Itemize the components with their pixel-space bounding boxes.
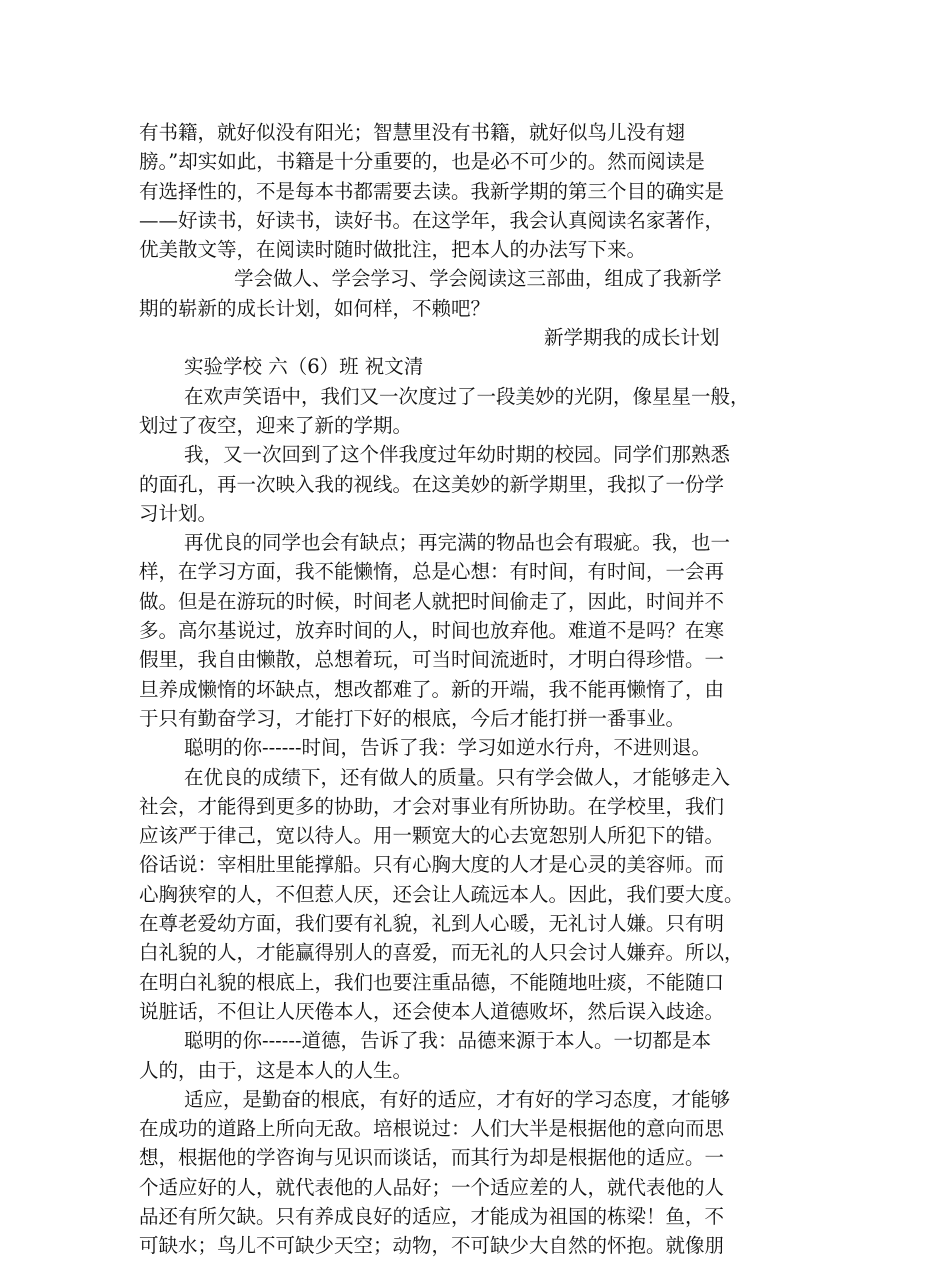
text-line: 膀。”却实如此，书籍是十分重要的，也是必不可少的。然而阅读是	[139, 150, 705, 174]
text-line: 品还有所欠缺。只有养成良好的适应，才能成为祖国的栋梁！鱼，不	[139, 1204, 725, 1228]
text-line: 个适应好的人，就代表他的人品好；一个适应差的人，就代表他的人	[139, 1175, 725, 1199]
essay-title: 新学期我的成长计划	[544, 326, 720, 350]
text-line: 在明白礼貌的根底上，我们也要注重品德，不能随地吐痰，不能随口	[139, 970, 725, 994]
text-line: 心胸狭窄的人，不但惹人厌，还会让人疏远本人。因此，我们要大度。	[139, 882, 744, 906]
text-line: 说脏话，不但让人厌倦本人，还会使本人道德败坏，然后误入歧途。	[139, 999, 725, 1023]
text-line: 有选择性的，不是每本书都需要去读。我新学期的第三个目的确实是	[139, 179, 725, 203]
text-line: 样，在学习方面，我不能懒惰，总是心想：有时间，有时间，一会再	[139, 560, 725, 584]
text-line: ——好读书，好读书，读好书。在这学年，我会认真阅读名家著作，	[139, 208, 725, 232]
text-line: 社会，才能得到更多的协助，才会对事业有所协助。在学校里，我们	[139, 794, 725, 818]
text-line: 假里，我自由懒散，总想着玩，可当时间流逝时，才明白得珍惜。一	[139, 648, 725, 672]
text-line: 人的，由于，这是本人的人生。	[139, 1058, 413, 1082]
text-line: 俗话说：宰相肚里能撑船。只有心胸大度的人才是心灵的美容师。而	[139, 853, 725, 877]
text-line: 在欢声笑语中，我们又一次度过了一段美妙的光阴，像星星一般，	[184, 384, 750, 408]
text-line: 多。高尔基说过，放弃时间的人，时间也放弃他。难道不是吗？在寒	[139, 619, 725, 643]
text-line: 期的崭新的成长计划，如何样，不赖吧？	[139, 296, 491, 320]
text-line: 旦养成懒惰的坏缺点，想改都难了。新的开端，我不能再懒惰了，由	[139, 677, 725, 701]
text-line: 学会做人、学会学习、学会阅读这三部曲，组成了我新学	[234, 267, 722, 291]
text-line: 白礼貌的人，才能赢得别人的喜爱，而无礼的人只会讨人嫌弃。所以，	[139, 941, 744, 965]
text-line: 想，根据他的学咨询与见识而谈话，而其行为却是根据他的适应。一	[139, 1146, 725, 1170]
text-line: 应该严于律己，宽以待人。用一颗宽大的心去宽恕别人所犯下的错。	[139, 824, 725, 848]
text-line: 有书籍，就好似没有阳光；智慧里没有书籍，就好似鸟儿没有翅	[139, 121, 686, 144]
text-line: 做。但是在游玩的时候，时间老人就把时间偷走了，因此，时间并不	[139, 589, 725, 613]
text-line: 聪明的你------时间，告诉了我：学习如逆水行舟，不进则退。	[184, 736, 712, 760]
text-line: 适应，是勤奋的根底，有好的适应，才有好的学习态度，才能够	[184, 1087, 731, 1111]
text-line: 于只有勤奋学习，才能打下好的根底，今后才能打拼一番事业。	[139, 706, 686, 730]
text-line: 在优良的成绩下，还有做人的质量。只有学会做人，才能够走入	[184, 765, 731, 789]
text-line: 可缺水；鸟儿不可缺少天空；动物，不可缺少大自然的怀抱。就像朋	[139, 1234, 725, 1258]
text-line: 习计划。	[139, 501, 218, 525]
author-line: 实验学校 六（6）班 祝文清	[184, 355, 424, 379]
text-line: 再优良的同学也会有缺点；再完满的物品也会有瑕疵。我，也一	[184, 531, 731, 555]
text-line: 的面孔，再一次映入我的视线。在这美妙的新学期里，我拟了一份学	[139, 472, 725, 496]
document-page	[139, 118, 819, 1261]
text-line: 优美散文等，在阅读时随时做批注，把本人的办法写下来。	[139, 238, 647, 262]
text-line: 在尊老爱幼方面，我们要有礼貌，礼到人心暖，无礼讨人嫌。只有明	[139, 912, 725, 936]
text-line: 在成功的道路上所向无敌。培根说过：人们大半是根据他的意向而思	[139, 1117, 725, 1141]
text-line: 我，又一次回到了这个伴我度过年幼时期的校园。同学们那熟悉	[184, 443, 731, 467]
text-line: 聪明的你------道德，告诉了我：品德来源于本人。一切都是本	[184, 1029, 712, 1053]
text-line: 划过了夜空，迎来了新的学期。	[139, 413, 413, 437]
